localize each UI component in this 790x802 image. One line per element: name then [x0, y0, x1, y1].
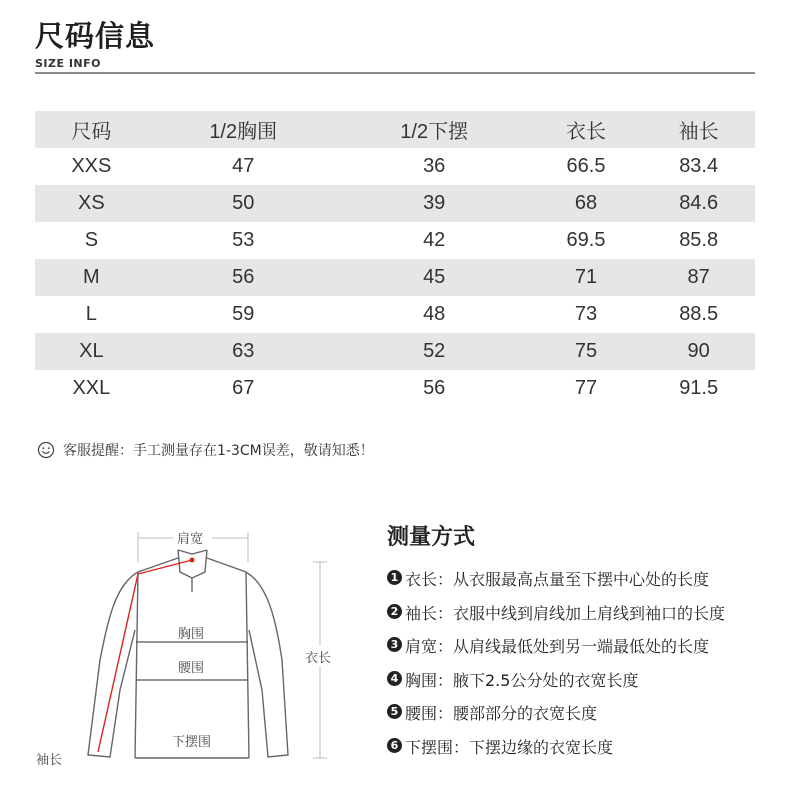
table-cell: 75	[574, 340, 598, 362]
table-cell: 63	[232, 340, 255, 362]
table-cell: M	[83, 266, 100, 288]
shoulder-label: 肩宽	[177, 532, 204, 547]
table-cell: 77	[574, 377, 598, 399]
table-cell: 45	[423, 266, 446, 288]
table-cell: 42	[423, 229, 446, 251]
table-header-row	[35, 111, 755, 148]
title-divider	[35, 72, 755, 74]
list-item	[387, 668, 725, 702]
chest-label: 胸围	[178, 627, 205, 642]
table-cell: XXS	[71, 155, 112, 177]
table-row	[35, 148, 755, 185]
table-cell: XXL	[72, 377, 111, 399]
table-cell: 69.5	[566, 229, 606, 251]
howto-text: 衣长：从衣服最高点量至下摆中心处的长度	[405, 570, 710, 589]
list-item	[387, 735, 725, 769]
sleeve-start-dot	[190, 558, 195, 563]
table-cell: 67	[232, 377, 255, 399]
column-header: 1/2下摆	[400, 121, 469, 143]
column-header: 衣长	[565, 121, 606, 143]
smile-icon	[37, 441, 55, 459]
howto-text: 下摆围：下摆边缘的衣宽长度	[405, 737, 614, 757]
howto-text: 胸围：腋下2.5公分处的衣宽长度	[405, 670, 639, 690]
customer-service-note	[37, 440, 374, 460]
waist-label: 腰围	[178, 661, 205, 676]
table-row	[35, 296, 755, 333]
sleeve-label: 袖长	[36, 753, 63, 768]
table-row	[35, 259, 755, 296]
table-cell: 56	[232, 266, 255, 288]
table-cell: 73	[574, 303, 598, 325]
table-cell: 59	[232, 303, 255, 325]
column-header: 袖长	[678, 121, 719, 143]
table-cell: 48	[423, 303, 446, 325]
table-cell: 50	[232, 192, 255, 214]
hem-label: 下摆围	[172, 735, 212, 750]
length-label: 衣长	[305, 651, 332, 666]
howto-list	[387, 567, 725, 768]
number-badge: 5	[387, 704, 402, 719]
howto-text: 肩宽：从肩线最低处到另一端最低处的长度	[405, 637, 710, 656]
note-text: 客服提醒：手工测量存在1-3CM误差，敬请知悉！	[63, 443, 374, 459]
table-row	[35, 222, 755, 259]
table-cell: 56	[423, 377, 446, 399]
size-table	[35, 111, 755, 407]
table-cell: 53	[232, 229, 255, 251]
list-item	[387, 601, 725, 635]
table-cell: 87	[687, 266, 710, 288]
number-badge: 1	[387, 570, 402, 585]
page-subtitle: SIZE INFO	[35, 57, 101, 70]
number-badge: 4	[387, 671, 402, 686]
table-cell: 47	[232, 155, 255, 177]
number-badge: 3	[387, 637, 402, 652]
table-cell: 88.5	[679, 303, 719, 325]
howto-text: 腰围：腰部部分的衣宽长度	[405, 704, 598, 723]
table-cell: 91.5	[679, 377, 719, 399]
list-item	[387, 701, 725, 735]
sleeve-guide	[98, 560, 192, 752]
table-cell: S	[84, 229, 99, 251]
table-cell: 84.6	[679, 192, 719, 214]
table-cell: 66.5	[566, 155, 606, 177]
table-cell: 83.4	[679, 155, 719, 177]
table-cell: XS	[78, 192, 105, 214]
number-badge: 2	[387, 604, 402, 619]
column-header: 1/2胸围	[209, 121, 278, 143]
list-item	[387, 567, 725, 601]
table-cell: XL	[79, 340, 104, 362]
table-row	[35, 185, 755, 222]
garment-outline	[88, 550, 288, 758]
table-cell: L	[85, 303, 97, 325]
table-row	[35, 370, 755, 407]
howto-text: 袖长：衣服中线到肩线加上肩线到袖口的长度	[405, 603, 726, 623]
garment-measurement-diagram	[30, 520, 370, 795]
column-header: 尺码	[71, 121, 112, 143]
table-row	[35, 333, 755, 370]
table-cell: 90	[687, 340, 710, 362]
table-cell: 71	[574, 266, 598, 288]
howto-title: 测量方式	[387, 525, 476, 550]
table-cell: 39	[423, 192, 446, 214]
table-cell: 85.8	[679, 229, 719, 251]
list-item	[387, 634, 725, 668]
number-badge: 6	[387, 738, 402, 753]
table-cell: 68	[574, 192, 598, 214]
table-cell: 36	[423, 155, 446, 177]
page-title: 尺码信息	[35, 19, 156, 53]
table-cell: 52	[423, 340, 446, 362]
